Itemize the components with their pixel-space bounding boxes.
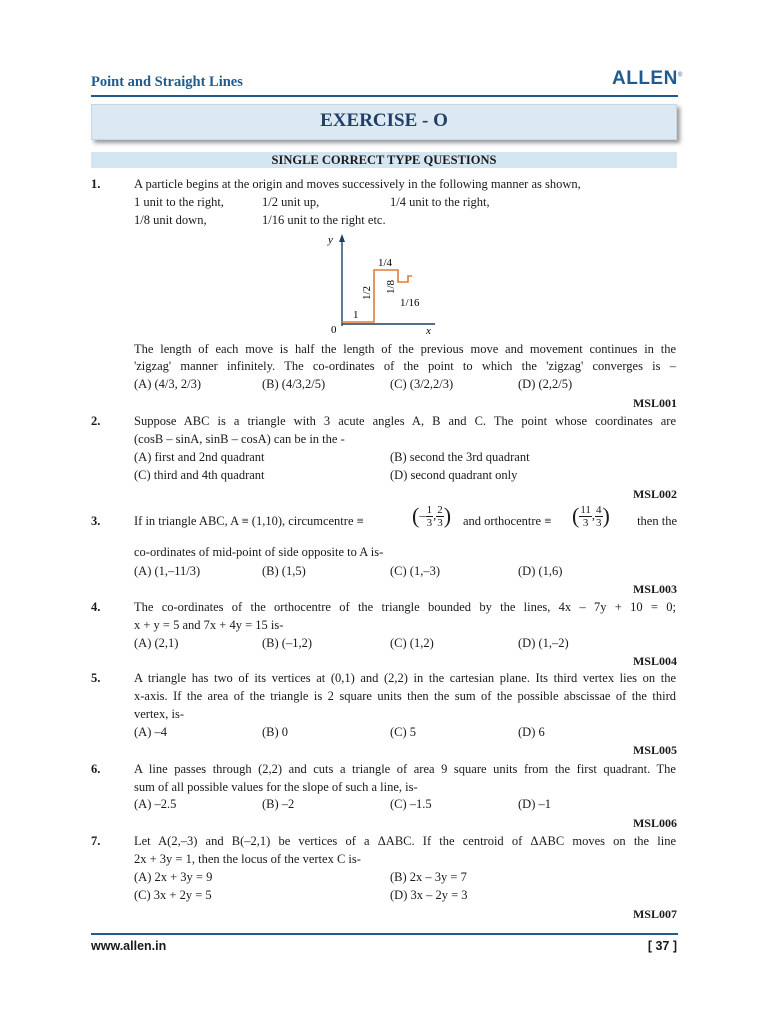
question-text: The co-ordinates of the orthocentre of the triangle bounded by the lines, 4x – 7y + 10 = 0;: [134, 600, 676, 614]
option: (D) 6: [518, 725, 545, 739]
question-number: 6.: [91, 762, 101, 776]
question-code: MSL003: [632, 582, 677, 596]
exercise-title: EXERCISE - O: [320, 110, 448, 131]
option: (C) third and 4th quadrant: [134, 468, 265, 482]
orthocentre-coords: ( $\frac{11}{3}$ , $\frac{4}{3}$ ): [572, 503, 610, 529]
option: (A) (2,1): [134, 636, 179, 650]
website-link[interactable]: www.allen.in: [91, 939, 167, 953]
option: (D) –1: [518, 797, 551, 811]
option: (C) (1,2): [390, 636, 434, 650]
segment-label: 1/8: [385, 279, 397, 294]
question-number: 7.: [91, 834, 101, 848]
question-number: 5.: [91, 671, 101, 685]
option: (D) (1,6): [518, 564, 563, 578]
question-text: vertex, is-: [134, 707, 184, 721]
question-number: 4.: [91, 600, 101, 614]
segment-label: 1/2: [361, 285, 373, 300]
option: (D) (2,2/5): [518, 377, 573, 391]
option: (B) 2x – 3y = 7: [390, 870, 467, 884]
question-code: MSL007: [632, 907, 677, 921]
question-text: A triangle has two of its vertices at (0,1) and (2,2) in the cartesian plane. Its third vertex lies on the: [134, 671, 676, 685]
question-text: Suppose ABC is a triangle with 3 acute angles A, B and C. The point whose coordinates are: [134, 414, 676, 428]
question-code: MSL005: [632, 743, 677, 757]
option: (C) (3/2,2/3): [390, 377, 454, 391]
question-number: 3.: [91, 514, 101, 528]
circumcentre-coords: (– $\frac{1}{3}$ , $\frac{2}{3}$ ): [412, 503, 452, 529]
move-item: 1 unit to the right,: [134, 195, 224, 209]
question-text: sum of all possible values for the slope of such a line, is-: [134, 780, 418, 794]
question-text: (cosB – sinA, sinB – cosA) can be in the -: [134, 432, 345, 446]
y-label: y: [328, 234, 333, 246]
option: (A) –4: [134, 725, 167, 739]
option: (A) –2.5: [134, 797, 177, 811]
option: (C) 5: [390, 725, 417, 739]
option: (B) (1,5): [262, 564, 306, 578]
x-label: x: [426, 325, 431, 336]
question-text: and orthocentre ≡: [463, 514, 552, 528]
question-text: 2x + 3y = 1, then the locus of the vertex C is-: [134, 852, 361, 866]
option: (A) first and 2nd quadrant: [134, 450, 265, 464]
question-text: Let A(2,–3) and B(–2,1) be vertices of a ΔABC. If the centroid of ΔABC moves on the line: [134, 834, 676, 848]
question-text: A line passes through (2,2) and cuts a triangle of area 9 square units from the first quadrant. The: [134, 762, 676, 776]
option: (A) 2x + 3y = 9: [134, 870, 213, 884]
origin-label: 0: [331, 324, 337, 336]
question-text: A particle begins at the origin and moves successively in the following manner as shown,: [134, 177, 581, 191]
question-text: x-axis. If the area of the triangle is 2 square units then the sum of the possible abscissae of the third: [134, 689, 676, 703]
option: (D) 3x – 2y = 3: [390, 888, 468, 902]
move-item: 1/8 unit down,: [134, 213, 207, 227]
option: (D) second quadrant only: [390, 468, 518, 482]
option: (B) (4/3,2/5): [262, 377, 326, 391]
question-text: If in triangle ABC, A ≡ (1,10), circumcentre ≡: [134, 514, 364, 528]
option: (C) 3x + 2y = 5: [134, 888, 212, 902]
question-text: co-ordinates of mid-point of side opposite to A is-: [134, 545, 384, 559]
question-text: The length of each move is half the length of the previous move and movement continues in the: [134, 342, 676, 356]
option: (B) 0: [262, 725, 289, 739]
y-axis-arrow: [339, 234, 345, 242]
segment-label: 1/16: [400, 297, 420, 309]
zigzag-figure: [320, 230, 440, 336]
option: (A) (4/3, 2/3): [134, 377, 201, 391]
option: (D) (1,–2): [518, 636, 569, 650]
option: (B) second the 3rd quadrant: [390, 450, 530, 464]
question-number: 1.: [91, 177, 101, 191]
section-title: SINGLE CORRECT TYPE QUESTIONS: [271, 153, 497, 167]
question-text: then the: [637, 514, 677, 528]
question-code: MSL002: [632, 487, 677, 501]
header-rule: [91, 95, 678, 97]
question-text: x + y = 5 and 7x + 4y = 15 is-: [134, 618, 284, 632]
question-number: 2.: [91, 414, 101, 428]
option: (C) (1,–3): [390, 564, 440, 578]
question-code: MSL006: [632, 816, 677, 830]
option: (B) (–1,2): [262, 636, 312, 650]
page-number: [ 37 ]: [647, 939, 677, 953]
option: (C) –1.5: [390, 797, 432, 811]
move-item: 1/16 unit to the right etc.: [262, 213, 386, 227]
footer-rule: [91, 933, 678, 935]
segment-label: 1: [353, 309, 359, 321]
option: (A) (1,–11/3): [134, 564, 201, 578]
move-item: 1/4 unit to the right,: [390, 195, 490, 209]
question-code: MSL004: [632, 654, 677, 668]
question-code: MSL001: [632, 396, 677, 410]
question-text: 'zigzag' manner infinitely. The co-ordinates of the point to which the 'zigzag' converges is –: [134, 359, 676, 373]
allen-logo: ALLEN®: [612, 68, 683, 89]
move-item: 1/2 unit up,: [262, 195, 320, 209]
segment-label: 1/4: [378, 257, 393, 269]
chapter-title: Point and Straight Lines: [91, 74, 243, 90]
option: (B) –2: [262, 797, 295, 811]
